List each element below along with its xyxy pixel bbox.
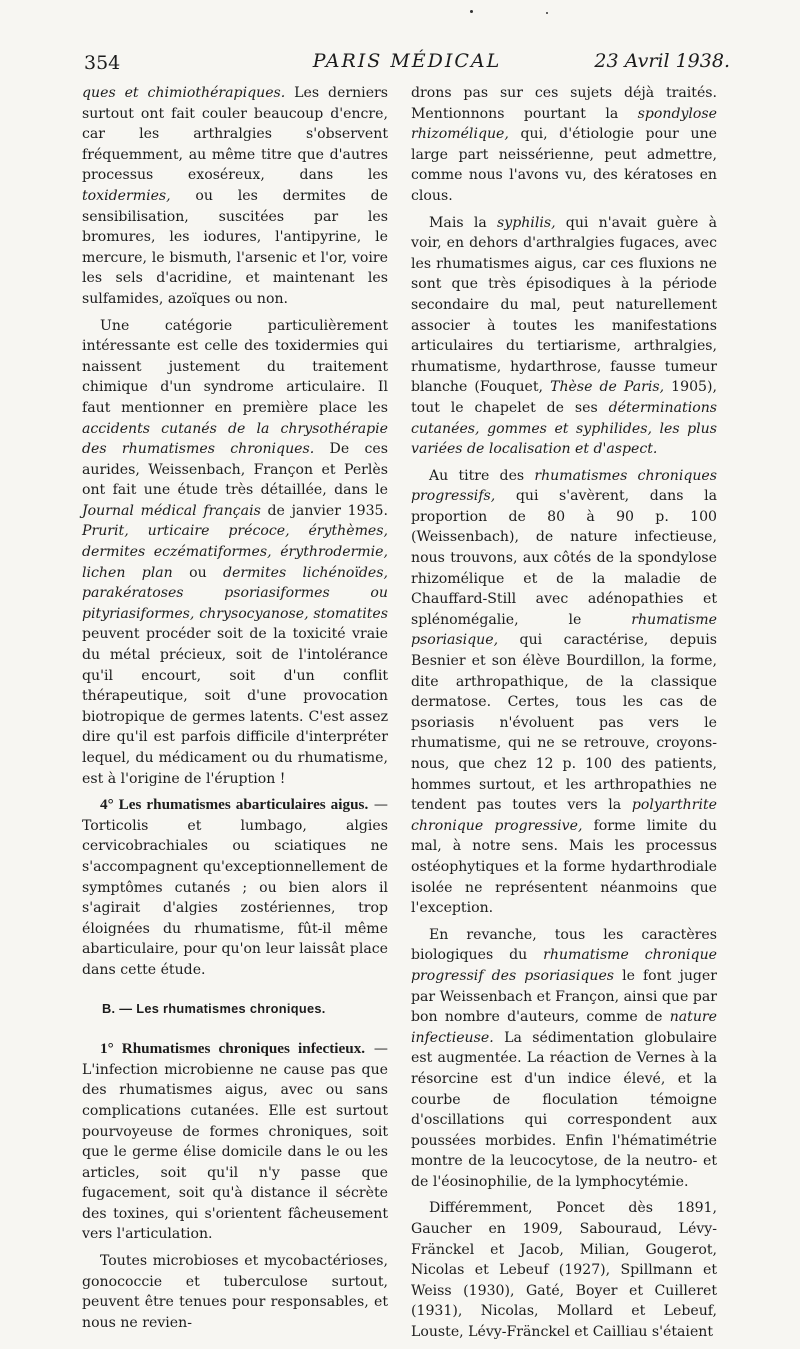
italic-text: ques et chimiothérapiques. — [82, 85, 286, 101]
text: En revanche, tous les caractères biologiques du — [411, 926, 717, 964]
text: 1905), tout le chapelet de ses — [411, 379, 717, 416]
text: le font juger par Weissenbach et Françon, ainsi que par bon nombre d'auteurs, comme de — [411, 967, 718, 1026]
paragraph — [82, 1251, 388, 1333]
text: Les derniers surtout ont fait couler beaucoup d'encre, car les arthralgies s'observent fréquemment, au même titre que d'autres processus exoséreux, dans les — [82, 85, 389, 184]
text: peuvent procéder soit de la toxicité vraie du métal précieux, soit de l'intolérance qu'il encourt, soit d'un conflit thérapeutique, soit d'une provocation biotropique de germes latents. C'est assez dire qu'il est parfois difficile d'interpréter lequel, du médicament ou du rhumatisme, est à l'origine de l'éruption ! — [82, 626, 388, 787]
text: qui n'avait guère à voir, en dehors d'arthralgies fugaces, avec les rhumatismes aigus, car ces fluxions ne sont que très épisodiques à la période secondaire du mal, peut naturellement associer à toutes les manifestations articulaires du tertiarisme, arthralgies, rhumatisme, hydarthrose, fausse tumeur blanche (Fouquet, — [411, 214, 717, 396]
text: qui s'avèrent, dans la proportion de 80 à 90 p. 100 (Weissenbach), de nature infectieuse, nous trouvons, aux côtés de la spondylose rhizomélique et de la maladie de Chauffard-Still avec adénopathies et splénomégalie, le — [411, 488, 717, 628]
italic-text: toxidermies, — [82, 187, 171, 204]
italic-text: Thèse de Paris, — [550, 379, 665, 396]
right-column — [411, 83, 717, 1349]
paragraph — [411, 83, 717, 207]
paragraph — [411, 925, 717, 1193]
section-heading: B. — Les rhumatismes chroniques. — [102, 1000, 326, 1016]
italic-text: rhumatismes chroniques progressifs, — [411, 467, 718, 505]
subsection-heading: 4° Les rhumatismes abarticulaires aigus. — [100, 796, 369, 814]
text: — Torticolis et lumbago, algies cervicobrachiales ou sciatiques ne s'accompagnent qu'exceptionnellement de symptômes cutanés ; ou bien alors il s'agirait d'algies zostériennes, trop éloignées du rhumatisme, fût-il même abarticulaire, pour qu'on leur laissât place dans cette étude. — [82, 797, 388, 978]
italic-text: rhumatisme chronique progressif des psoriasiques — [411, 947, 717, 984]
issue-date: 23 Avril 1938. — [594, 50, 730, 72]
journal-title: PARIS MÉDICAL — [312, 50, 502, 72]
page-number: 354 — [84, 52, 121, 74]
text: forme limite du mal, à notre sens. Mais les processus ostéophytiques et la forme hydarthrodiale isolée ne représentent néanmoins que l'exception. — [411, 817, 717, 917]
italic-text: spondylose rhizomélique, — [411, 105, 717, 143]
text: ou les dermites de sensibilisation, suscitées par les bromures, les iodures, l'antipyrine, le mercure, le bismuth, l'arsenic et l'or, voire les sels d'acridine, et maintenant les sulfamides, azoïques ou non. — [82, 187, 388, 307]
text: qui, d'étiologie pour une large part neissérienne, peut admettre, comme nous l'avons vu, des kératoses en clous. — [411, 126, 717, 204]
scan-speck — [470, 10, 473, 13]
left-column — [82, 83, 388, 1339]
paragraph — [82, 1039, 388, 1245]
paragraph — [411, 1198, 717, 1342]
italic-text: nature infectieuse. — [411, 1009, 717, 1046]
scan-speck — [546, 12, 548, 14]
text: La sédimentation globulaire est augmentée. La réaction de Vernes à la résorcine est d'un indice élevé, et la courbe de floculation témoigne d'oscillations qui correspondent aux poussées morbides. Enfin l'hématimétrie montre de la leucocytose, de la neutro- et de l'éosinophilie, de la lymphocytémie. — [411, 1029, 717, 1190]
italic-text: rhumatisme psoriasique, — [411, 611, 717, 649]
text: ou — [172, 564, 223, 581]
subsection-heading: 1° Rhumatismes chroniques infectieux. — [100, 1040, 366, 1058]
italic-text: syphilis, — [497, 214, 556, 231]
running-header — [84, 48, 730, 76]
text: de janvier 1935. — [260, 502, 388, 519]
paragraph — [82, 316, 388, 790]
italic-text: Journal médical français — [82, 502, 261, 519]
italic-text: déterminations cutanées, gommes et syphilides, les plus variées de localisation et d'aspect. — [411, 399, 717, 458]
text: Différemment, Poncet dès 1891, Gaucher en 1909, Sabouraud, Lévy-Fränckel et Jacob, Milian, Gougerot, Nicolas et Lebeuf (1927), Spillmann et Weiss (1930), Gaté, Boyer et Cuilleret (1931), Nicolas, Mollard et Lebeuf, Louste, Lévy-Fränckel et Cailliau s'étaient — [411, 1200, 717, 1341]
paragraph — [411, 213, 717, 460]
italic-text: Prurit, urticaire précoce, érythèmes, dermites eczématiformes, érythrodermie, lichen plan — [82, 523, 388, 581]
text: De ces aurides, Weissenbach, Françon et Perlès ont fait une étude très détaillée, dans le — [82, 441, 388, 499]
paragraph — [82, 83, 388, 310]
text: drons pas sur ces sujets déjà traités. Mentionnons pourtant la — [411, 85, 717, 122]
text: Une catégorie particulièrement intéressante est celle des toxidermies qui naissent justement du traitement chimique d'un syndrome articulaire. Il faut mentionner en première place les — [82, 317, 388, 416]
text: Toutes microbioses et mycobactérioses, gonococcie et tuberculose surtout, peuvent être tenues pour responsables, et nous ne revien- — [82, 1253, 388, 1331]
italic-text: accidents cutanés de la chrysothérapie des rhumatismes chroniques. — [82, 420, 388, 458]
text: qui caractérise, depuis Besnier et son élève Bourdillon, la forme, dite arthropathique, de la classique dermatose. Certes, tous les cas de psoriasis n'évoluent pas vers le rhumatisme, qui ne se retrouve, croyons-nous, que chez 12 p. 100 des patients, hommes surtout, et les arthropathies ne tendent pas toutes vers la — [411, 632, 717, 814]
text: Mais la — [429, 214, 498, 231]
italic-text: dermites lichénoïdes, parakératoses psoriasiformes ou pityriasiformes, chrysocyanose, stomatites — [82, 564, 388, 622]
text: — L'infection microbienne ne cause pas que des rhumatismes aigus, avec ou sans complications cutanées. Elle est surtout pourvoyeuse de formes chroniques, soit que le germe élise domicile dans le ou les articles, soit qu'il n'y passe que fugacement, soit qu'à distance il sécrète des toxines, qui s'orientent fâcheusement vers l'articulation. — [82, 1041, 388, 1243]
text: Au titre des — [429, 467, 535, 484]
paragraph — [82, 795, 388, 980]
paragraph — [411, 466, 717, 919]
italic-text: polyarthrite chronique progressive, — [411, 797, 717, 834]
